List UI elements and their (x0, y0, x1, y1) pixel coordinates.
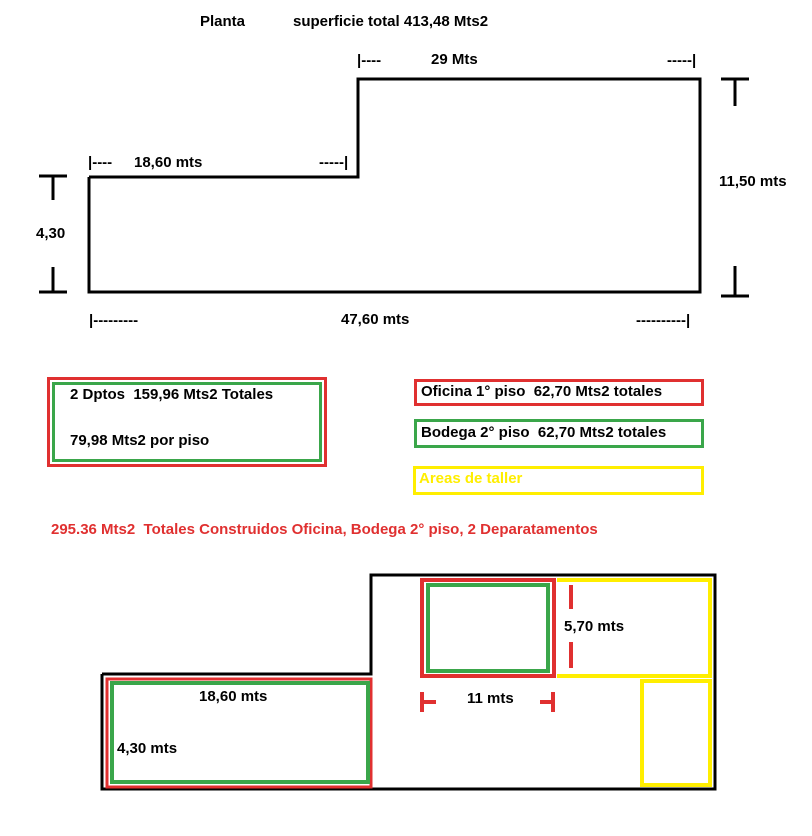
summary-text: 295.36 Mts2 Totales Construidos Oficina, Bodega 2° piso, 2 Deparatamentos (51, 521, 598, 538)
legend-oficina-label: Oficina 1° piso 62,70 Mts2 totales (421, 383, 663, 400)
bodega-area-green (428, 585, 548, 671)
dim-top-left-start: |---- (88, 154, 113, 171)
office-width-label: 11 mts (467, 690, 514, 707)
dept-width-label: 18,60 mts (199, 688, 268, 705)
dim-top-right-end: -----| (667, 52, 697, 69)
taller-area-bottom (642, 681, 710, 785)
legend-taller-label: Areas de taller (419, 470, 523, 487)
dim-top-right-start: |---- (357, 52, 382, 69)
dim-top-left-end: -----| (319, 154, 349, 171)
legend-bodega-label: Bodega 2° piso 62,70 Mts2 totales (421, 424, 667, 441)
plan-title: Planta (200, 13, 246, 30)
dept-height-label: 4,30 mts (117, 740, 178, 757)
dim-top-right-value: 29 Mts (431, 51, 478, 68)
dim-top-left-value: 18,60 mts (134, 154, 203, 171)
dim-bottom-start: |--------- (89, 312, 139, 329)
office-area-red (422, 580, 554, 676)
legend-dptos-total: 2 Dptos 159,96 Mts2 Totales (70, 386, 274, 403)
office-height-label: 5,70 mts (564, 618, 625, 635)
legend-dptos-per-floor: 79,98 Mts2 por piso (70, 432, 210, 449)
dim-bottom-value: 47,60 mts (341, 311, 410, 328)
dim-right-height: 11,50 mts (719, 173, 787, 190)
dim-bottom-end: ----------| (636, 312, 691, 329)
total-area-label: superficie total 413,48 Mts2 (293, 13, 489, 30)
dim-left-height: 4,30 (36, 225, 66, 242)
